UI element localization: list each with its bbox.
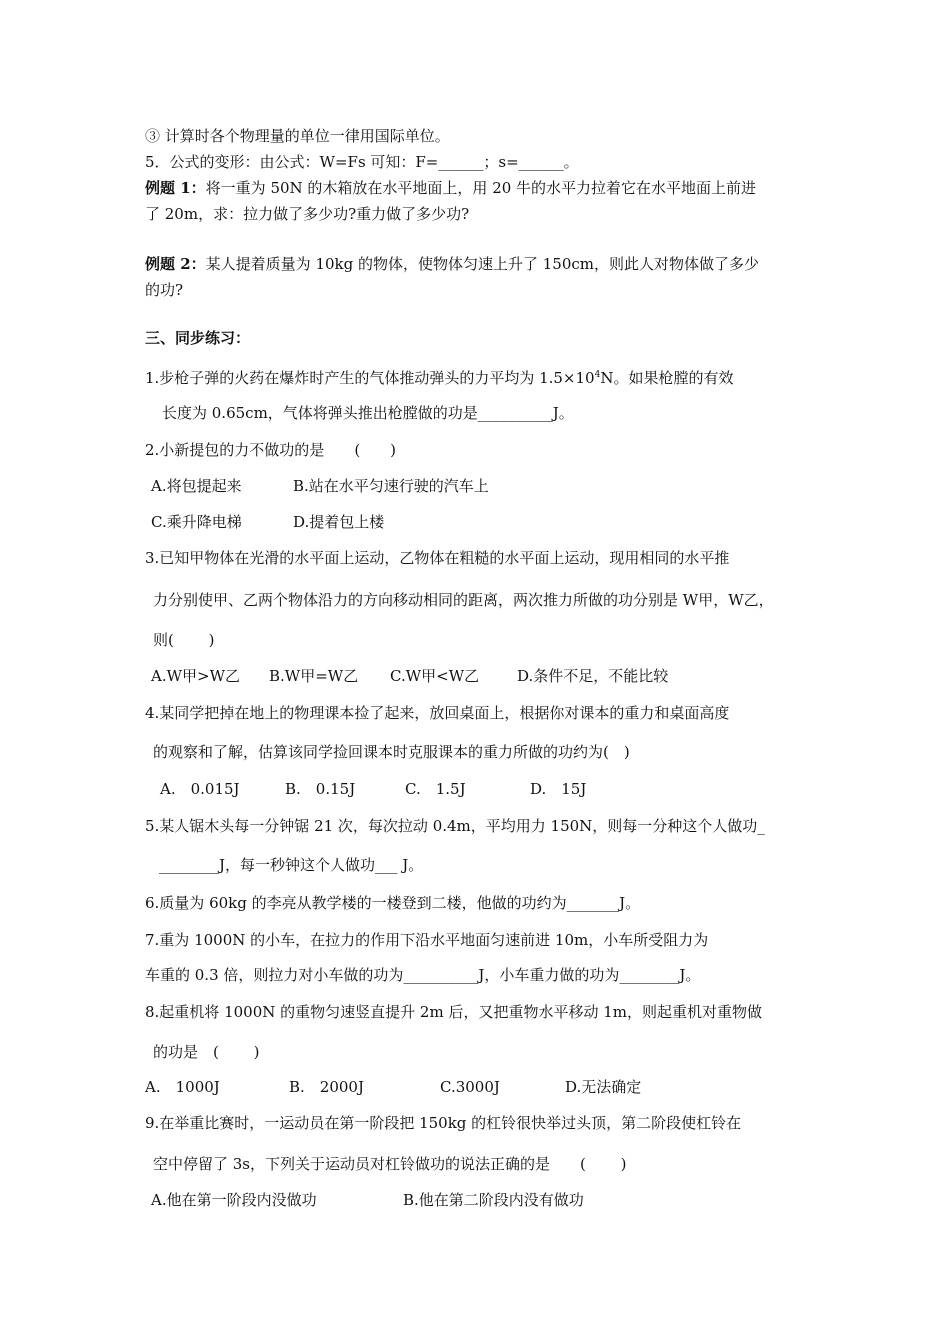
q9-option-a: A.他在第一阶段内没做功 <box>151 1191 317 1209</box>
q2-stem: 2.小新提包的力不做功的是 ( ) <box>145 441 397 459</box>
q3-option-a: A.W甲>W乙 <box>151 667 241 685</box>
example-1-text: 将一重为 50N 的木箱放在水平地面上，用 20 牛的水平力拉着它在水平地面上前进 <box>205 179 757 197</box>
q4-option-a: A. 0.015J <box>160 780 240 798</box>
q2-option-c: C.乘升降电梯 <box>151 513 242 531</box>
q4-line-2: 的观察和了解，估算该同学捡回课本时克服课本的重力所做的功约为( ) <box>153 743 630 761</box>
q8-line-2: 的功是 ( ) <box>153 1043 260 1061</box>
q4-line-1: 4.某同学把掉在地上的物理课本捡了起来，放回桌面上，根据你对课本的重力和桌面高度 <box>145 704 730 722</box>
q3-option-b: B.W甲=W乙 <box>269 667 359 685</box>
q3-option-c: C.W甲<W乙 <box>390 667 480 685</box>
q4-option-b: B. 0.15J <box>285 780 356 798</box>
q8-option-d: D.无法确定 <box>565 1078 642 1096</box>
q9-option-b: B.他在第二阶段内没有做功 <box>403 1191 584 1209</box>
example-2-text: 某人提着质量为 10kg 的物体，使物体匀速上升了 150cm，则此人对物体做了多少 <box>205 255 760 273</box>
q1-text-b: N。如果枪膛的有效 <box>600 369 734 387</box>
example-1-line-2: 了 20m，求：拉力做了多少功?重力做了多少功? <box>145 205 470 223</box>
section-title: 三、同步练习： <box>145 329 251 347</box>
q3-line-2: 力分别使甲、乙两个物体沿力的方向移动相同的距离，两次推力所做的功分别是 W甲，W乙， <box>153 591 774 609</box>
q2-option-a: A.将包提起来 <box>151 477 242 495</box>
q2-option-b: B.站在水平匀速行驶的汽车上 <box>293 477 489 495</box>
q5-line-2: ________J，每一秒钟这个人做功___ J。 <box>159 856 424 874</box>
q1-line-1 <box>145 365 733 388</box>
formula-transform-line: 5．公式的变形：由公式：W=Fs 可知：F=______；s=______。 <box>145 153 579 171</box>
q9-line-2: 空中停留了 3s，下列关于运动员对杠铃做功的说法正确的是 ( ) <box>153 1155 627 1173</box>
example-2-line-1 <box>145 254 759 274</box>
q1-exponent: 4 <box>594 370 601 380</box>
q1-line-2: 长度为 0.65cm，气体将弹头推出枪膛做的功是__________J。 <box>162 404 574 422</box>
q1-text-a: 1.步枪子弹的火药在爆炸时产生的气体推动弹头的力平均为 1.5×10 <box>145 369 595 387</box>
q7-line-2: 车重的 0.3 倍，则拉力对小车做的功为__________J，小车重力做的功为________J。 <box>145 966 701 984</box>
q7-line-1: 7.重为 1000N 的小车，在拉力的作用下沿水平地面匀速前进 10m，小车所受阻力为 <box>145 931 709 949</box>
example-1-label: 例题 1： <box>145 179 206 197</box>
q3-line-3: 则( ) <box>153 631 215 649</box>
example-1-line-1 <box>145 178 756 198</box>
example-2-label: 例题 2： <box>145 255 206 273</box>
q8-option-a: A. 1000J <box>145 1078 220 1096</box>
q4-option-d: D. 15J <box>530 780 587 798</box>
unit-note-line: ③ 计算时各个物理量的单位一律用国际单位。 <box>145 127 450 145</box>
q8-option-b: B. 2000J <box>289 1078 364 1096</box>
q4-option-c: C. 1.5J <box>405 780 466 798</box>
q6-line-1: 6.质量为 60kg 的李亮从教学楼的一楼登到二楼，他做的功约为_______J。 <box>145 894 641 912</box>
q3-option-d: D.条件不足，不能比较 <box>517 667 669 685</box>
q9-line-1: 9.在举重比赛时，一运动员在第一阶段把 150kg 的杠铃很快举过头顶，第二阶段使杠铃在 <box>145 1114 742 1132</box>
q3-line-1: 3.已知甲物体在光滑的水平面上运动，乙物体在粗糙的水平面上运动，现用相同的水平推 <box>145 549 730 567</box>
q8-line-1: 8.起重机将 1000N 的重物匀速竖直提升 2m 后，又把重物水平移动 1m，则起重机对重物做 <box>145 1003 762 1021</box>
q8-option-c: C.3000J <box>440 1078 500 1096</box>
q5-line-1: 5.某人锯木头每一分钟锯 21 次，每次拉动 0.4m，平均用力 150N，则每一分种这个人做功_ <box>145 817 765 835</box>
example-2-line-2: 的功? <box>145 281 184 299</box>
q2-option-d: D.提着包上楼 <box>293 513 385 531</box>
